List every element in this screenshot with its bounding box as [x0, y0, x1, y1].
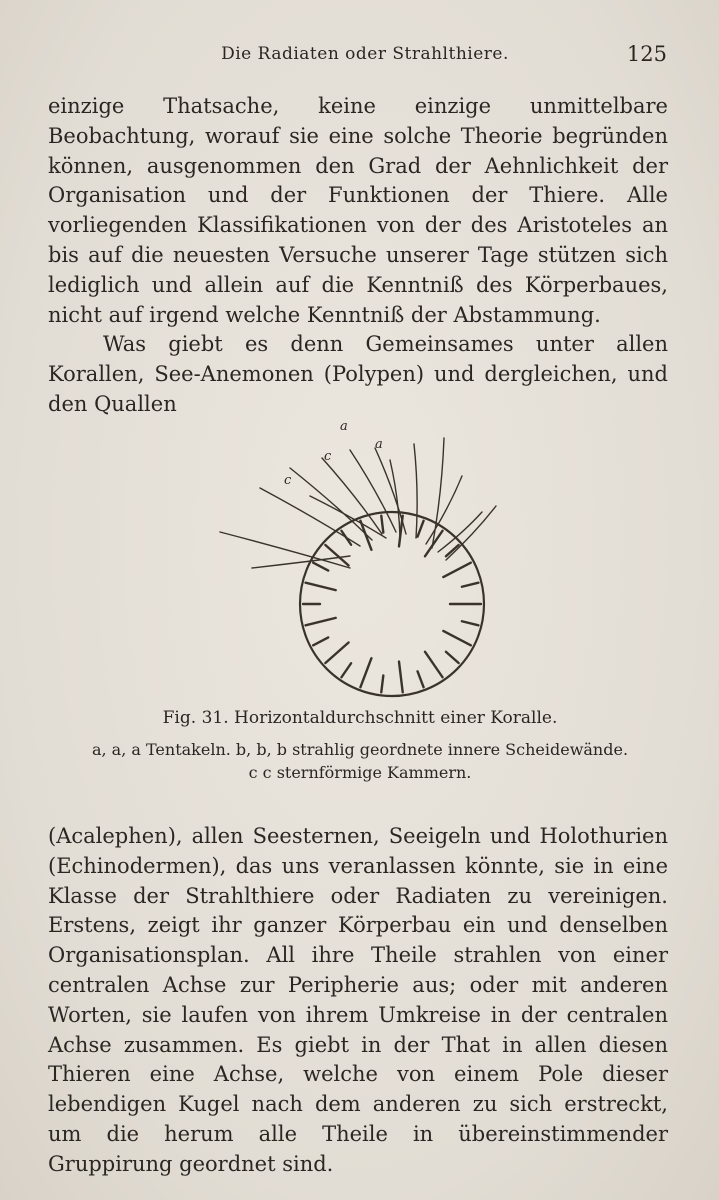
paragraph: (Acalephen), allen Seesternen, Seeigeln und Holothurien (Echinodermen), das uns veranlassen könnte, sie in eine Klasse der Strahlthiere oder Radiaten zu vereinigen. Erstens, zeigt ihr ganzer Körperbau ein und denselben Organisationsplan. All ihre Theile strahlen von einer centralen Achse zur Peripherie aus; oder mit anderen Worten, sie laufen von ihrem Umkreise in der centralen Achse zusammen. Es giebt in der That in allen diesen Thieren eine Achse, welche von einem Pole dieser lebendigen Kugel nach dem anderen zu sich erstreckt, um die herum alle Theile in übereinstimmender Gruppirung geordnet sind. — [48, 824, 668, 1176]
septum-line — [425, 652, 443, 678]
figure-label: c — [324, 449, 332, 464]
septum-line — [399, 662, 403, 693]
septum-line — [381, 675, 383, 692]
septum-line — [443, 563, 470, 577]
septum-line — [306, 618, 336, 625]
coral-illustration — [200, 408, 520, 708]
tentacle-line — [322, 458, 382, 534]
page-number: 125 — [626, 42, 667, 66]
figure-label: a — [375, 437, 383, 452]
coral-cross-section-figure — [200, 408, 520, 708]
body-text-top — [48, 92, 668, 420]
body-text-bottom — [48, 822, 668, 1180]
tentacle-line — [446, 506, 496, 560]
septum-line — [381, 516, 383, 533]
figure-label: a — [340, 419, 348, 434]
running-title: Die Radiaten oder Strahlthiere. — [221, 44, 509, 64]
figure-legend-line: a, a, a Tentakeln. b, b, b strahlig geordnete innere Scheidewände. — [91, 740, 629, 759]
septum-line — [418, 671, 424, 687]
figure-legend-line: c c sternförmige Kammern. — [248, 763, 472, 782]
septum-line — [360, 658, 371, 687]
paragraph: Was giebt es denn Gemeinsames unter allen Korallen, See-Anemonen (Polypen) und dergleichen, und den Quallen — [48, 332, 668, 416]
septum-line — [360, 521, 371, 550]
tentacle-line — [414, 444, 417, 538]
septum-line — [462, 583, 479, 587]
septum-line — [418, 521, 424, 537]
septum-line — [313, 563, 328, 571]
septum-line — [313, 637, 328, 645]
septum-line — [325, 642, 348, 663]
septum-line — [306, 583, 336, 590]
tentacle-line — [252, 556, 350, 568]
septum-line — [446, 652, 459, 663]
septum-line — [443, 631, 470, 645]
figure-label: c — [284, 473, 292, 488]
paragraph: einzige Thatsache, keine einzige unmittelbare Beobachtung, worauf sie eine solche Theorie begründen können, ausgenommen den Grad der Aehnlichkeit der Organisation und der Funktionen der Thiere. Alle vorliegenden Klassifikationen von der des Aristoteles an bis auf die neuesten Versuche unserer Tage stützen sich lediglich und allein auf die Kenntniß des Körperbaues, nicht auf irgend welche Kenntniß der Abstammung. — [48, 94, 668, 327]
septum-line — [462, 621, 479, 625]
septum-line — [341, 663, 351, 677]
tentacle-line — [426, 476, 462, 544]
figure-caption-title: Fig. 31. Horizontaldurchschnitt einer Koralle. — [162, 708, 558, 728]
